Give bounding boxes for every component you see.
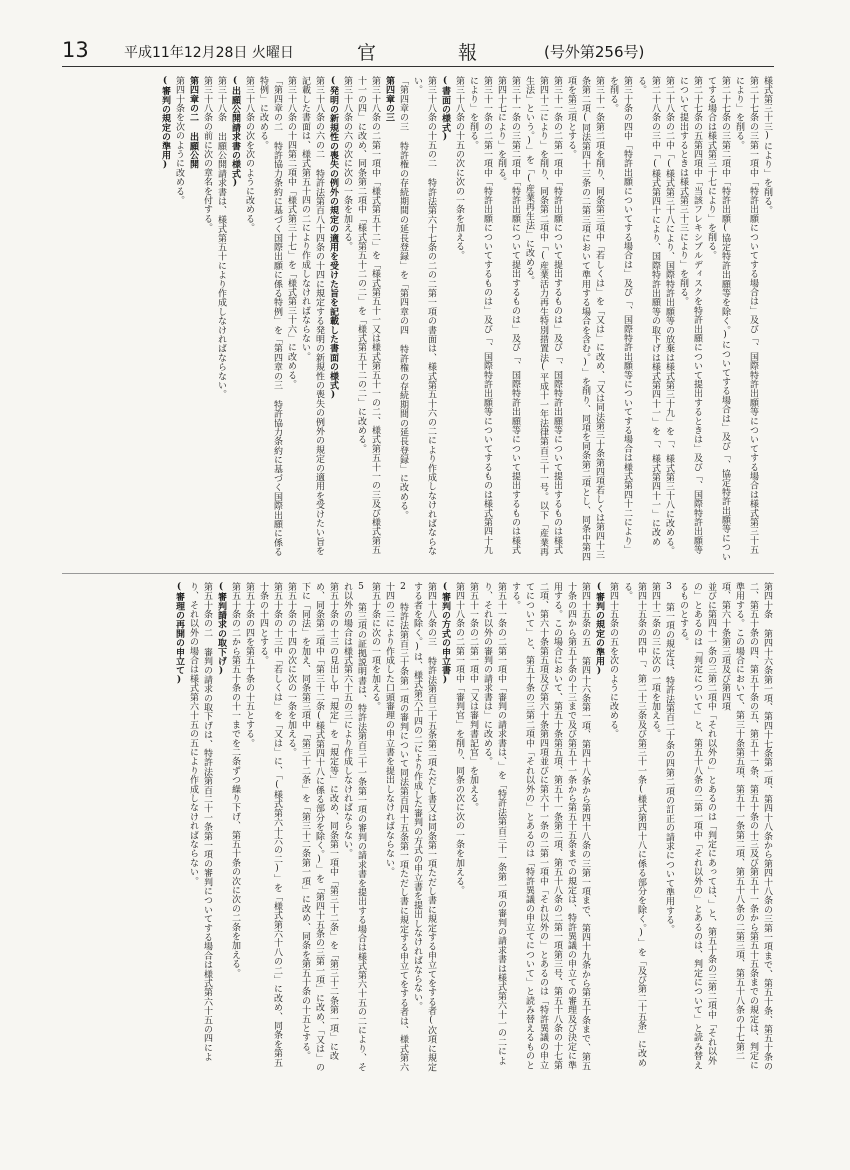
text-line: 第三十八条の二第一項中「様式第五十二」を「様式第五十一又は様式第五十一の二、様式第五十一の三及び様式第五十一の四」に改め、同条第二項中「様式第五十二の二」を「様式第五十二の二」に改める。 (356, 76, 380, 555)
text-line: 第三十八条の前に次の章名を付する。 (202, 76, 212, 233)
text-line: (書面の様式) (440, 76, 450, 143)
text-line: 第四十八条の三 特許法第百三十五条第二項ただし書又は同条第一項ただし書に規定する申立てをする者(次項に規定する者を除く。)は、様式第六十四の二により作成した審判の方式の申立書を提出しなければならない。 (412, 582, 436, 1072)
text-line: 第二十七条の三第二項中「特許出願(協定特許出願等を除く。)についてする場合は」及び「、協定特許出願等についてする場合は様式第三十七により」を削る。 (706, 76, 730, 562)
text-line: 並びに第四十一条の三第二項中「それ以外の」とあるのは「判定にあっては、」と、第五十条の三第二項中「それ以外の」とあるのは「判定について」と、第五十八条の二第一項中「それ以外の」とあるのは、判定について」と読み替えるものとする。 (678, 582, 716, 1070)
text-line: 様式第三十三)により」を削る。 (762, 76, 772, 215)
text-line: 第三十八条の十五の二 特許法第六十七条の二の二第一項の書面は、様式第五十六の二により作成しなければならない。 (412, 76, 436, 556)
text-line: 第四十二条の三に次の一項を加える。 (650, 582, 660, 739)
text-line: 「第四章の二 特許協力条約に基づく国際出願に係る特例」を「第四章の三 特許協力条約に基づく国際出願に係る特例」に改める。 (258, 76, 282, 557)
text-line: 第五十一条の二第一項中「審判の請求書は、」を「特許法第百三十一条第一項の審判の請求書は様式第六十一の二により、それ以外の審判の請求書は」に改める。 (482, 582, 506, 1066)
text-line: 第三十一条第二項を削り、同条第三項中「若しくは」を「又は」に改め、「又は同法第三十条第四項若しくは第四十三条第二項(同法第四十三条の二第三項において準用する場合を含む。)」を削り、同項を同条第二項とし、同条中第四項を第三項とする。 (566, 76, 604, 562)
text-line: 「第四章の三 特許権の存続期間の延長登録」を「第四章の四 特許権の存続期間の延長登録」に改める。 (398, 76, 408, 520)
upper-text-block (62, 76, 774, 562)
text-line: 第三十八条の六の次に次の一条を加える。 (342, 76, 352, 251)
text-line: 第二十八条の二中「(様式第三十八により、国際特許出願等の放棄は様式第三十九」を「、様式第三十八に改める。 (664, 76, 674, 556)
text-line: 第五十条の二から第五十条の十一までを二条ずつ繰り下げ、第五十条の次に次の二条を加える。 (230, 582, 240, 978)
section-divider (62, 573, 774, 574)
text-line: 第四十五条の五 第四十六条第一項、第四十八条から第四十八条の三第一項まで、第四十九条から第五十条まで、第五十条の四から第五十条の十三まで及び第五十一条から第五十五条までの規定は、特許異議の申立ての審理及び決定に準用する。この場合において、第五十条第五項、第五十一条第二項、第五十八条の二第一項第三号、第五十八条の十七第二項、第六十条第五項及び第六十条第四項並びに第六十一条の二第一項中「それ以外の」とあるのは「特許異議の申立てについて」と、第五十条の三第二項中「それ以外の」とあるのは「特許異議の申立てについて」と読み替えるものとする。 (510, 582, 590, 1071)
text-line: 第五十条の十四の次に次の一条を加える。 (286, 582, 296, 757)
text-line: 第五十条の二 審判の請求の取下げは、特許法第百二十一条第一項の審判についてする場合は様式第六十五の四により、それ以外の場合は様式第六十五の五により作成しなければならない。 (188, 582, 212, 1062)
text-line: 第四十八条の二第一項中「審判官」を削り、同条の次に次の一条を加える。 (454, 582, 464, 895)
text-line: 第五十条の十三の見出し中「規定」を「規定等」に改め、同条第一項中「第三十二条」を「第三十二条第一項」に改め、同条第二項中「第三十二条(様式第四十八に係る部分を除く。)」を「第四十五条の三第一項」に改め、「又は」の下に「同法」を加え、同条第三項中「第三十二条」を「第三十二条第一項」に改め、同条を第五十条の十五とする。 (300, 582, 338, 1072)
issue-date: 平成11年12月28日 火曜日 (124, 45, 294, 61)
text-line: (審判の規定の準用) (594, 582, 604, 676)
text-line: (出願公開請求書の様式) (230, 76, 240, 189)
text-line: 第二十八条の三中「(様式第四十により、国際特許出願等の取下げは様式第四十一」を「、様式第四十一」に改める。 (636, 76, 660, 547)
text-line: 第三十条の四中「特許出願についてする場合は」及び「、国際特許出願等についてする場合は様式第四十二により」を削る。 (608, 76, 632, 555)
text-line: 第五十条の四を第五十条の十五とする。 (244, 582, 254, 748)
header-rule (62, 66, 774, 67)
text-line: 第三十一条の二第一項中「特許出願について提出するものは」及び「、国際特許出願等について提出するものは様式第四十二により」を削り、同条第二項中「(産業活力再生特別措置法(平成十一年法律第百三十一号。以下「産業再生法」という。)」を「(産業再生法」に改める。 (524, 76, 562, 557)
page-header (62, 38, 702, 64)
text-line: 第三十一条の三第二項中「特許出願について提出するものは」及び「、国際特許出願等について提出するものは様式第四十七により」を削る。 (496, 76, 520, 555)
text-line: 第三十八条の次を次のように改める。 (244, 76, 254, 233)
text-line: (審判請求の取下げ) (216, 582, 226, 676)
text-line: 第四十条を次のように改める。 (174, 76, 184, 205)
lower-text-block (62, 582, 774, 1072)
text-line: 第四章の二 出願公開 (188, 76, 198, 169)
text-line: 第四十五条の四中「、第二十三条及び第三十一条(様式第四十八に係る部分を除く。)」を「及び第二十五条」に改める。 (622, 582, 646, 1068)
text-line: 第四十五条の五を次のように改める。 (608, 582, 618, 739)
text-line: 第三十八条 出願公開請求書は、様式第五十により作成しなければならない。 (216, 76, 226, 399)
text-line: (審判の規定の準用) (160, 76, 170, 170)
text-line: 第四十条 第四十六条第一項、第四十七条第一項、第四十八条から第四十八条の三第一項まで、第五十条、第五十条の二、第五十条の四、第五十条の五、第五十一条、第五十条の十三及び第五十一条から第五十五条までの規定は、判定に準用する。この場合において、第三十条第五項、第五十一条第二項、第五十八条の二第三項、第五十八条の十七第二項、第六十条第三項及び第四項 (720, 582, 772, 1071)
text-line: 第二十七条の三第一項中「特許出願についてする場合は」及び「、国際特許出願等についてする場合は様式第三十五により」を削る。 (734, 76, 758, 555)
text-line: 第二十七条の五第四項中「当該フレキシブルディスクを特許出願について提出するときは」及び「、国際特許出願等について提出するときは様式第三十三により」を削る。 (678, 76, 702, 555)
text-line: 3 第一項の規定は、特許法第百二十条の四第二項の訂正の請求について準用する。 (664, 582, 674, 934)
text-line: 第五十条に次の一項を加える。 (370, 582, 380, 711)
text-line: 第三十八条の十五の次に次の一条を加える。 (454, 76, 464, 260)
text-line: 第五十条の十三中「若しくは」を「又は」に、「(様式第六十六の二)」を「様式第六十八の二」に改め、同条を第五十条の十四とする。 (258, 582, 282, 1068)
text-line: 第四章の三 (384, 76, 394, 122)
text-line: 第三十八条の十四第二項中「様式第三十七」を「様式第三十六」に改める。 (286, 76, 296, 389)
text-line: 5 第三項の証拠説明書は、特許法第百三十一条第一項の審判の請求書を提出する場合は様式第六十五の二により、それ以外の場合は様式第六十五の三により作成しなければならない。 (342, 582, 366, 1072)
text-line: (審判の方式の申立書) (440, 582, 450, 686)
text-line: (審理の再開の申立て) (174, 582, 184, 686)
text-line: (発明の新規性の喪失の例外の規定の適用を受けた旨を記載した書面の様式) (328, 76, 338, 400)
publication-title: 官 報 (357, 42, 516, 64)
issue-number: (号外第256号) (544, 43, 645, 61)
page-number: 13 (62, 38, 89, 62)
text-line: 第三十八条の六の二 特許法第百八十四条の十四に規定する発明の新規性の喪失の例外の規定の適用を受けたい旨を記載した書面は、様式第五十四の二により作成しなければならない。 (300, 76, 324, 556)
text-line: 2 特許法第百三十条第一項の審判について同法第百四十五条第一項ただし書に規定する申立てをする者は、様式第六十四の二により作成した口頭審理の申立書を提出しなければならない。 (384, 582, 408, 1072)
text-line: 第五十一条の二第一項中「又は審判書記官」を加える。 (468, 582, 478, 812)
text-line: 第三十一条の二第一項中「特許出願についてするものは」及び「、国際特許出願等についてするものは様式第四十九により」を削る。 (468, 76, 492, 555)
